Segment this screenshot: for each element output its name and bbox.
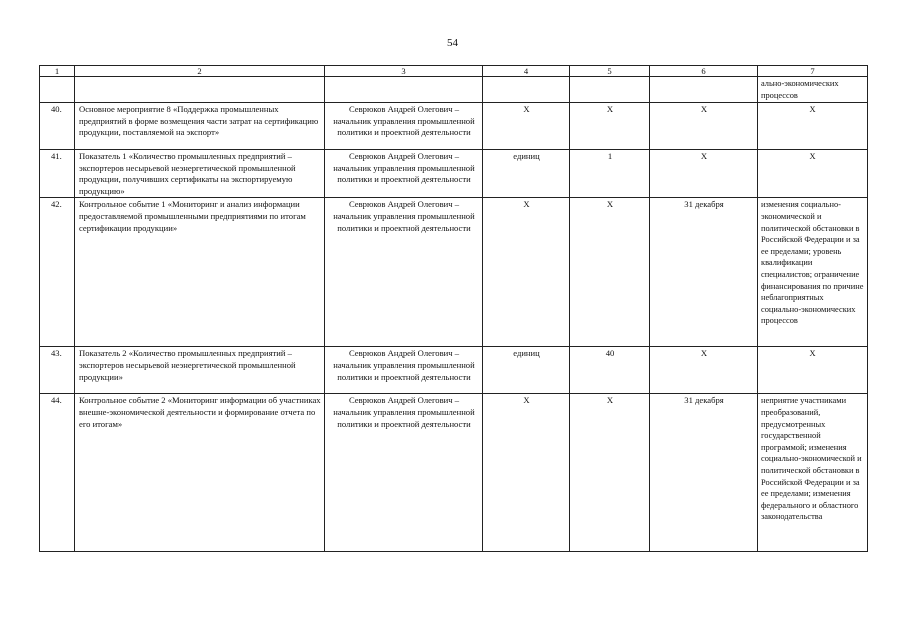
table-row xyxy=(40,103,868,150)
row-deadline: X xyxy=(650,347,758,394)
column-header: 6 xyxy=(650,66,758,77)
column-header: 3 xyxy=(325,66,483,77)
table-row xyxy=(40,198,868,347)
row-risks: X xyxy=(758,347,868,394)
continuation-risk-text: ально-экономических процессов xyxy=(758,77,868,103)
row-risks: X xyxy=(758,150,868,198)
row-value: 1 xyxy=(570,150,650,198)
row-responsible: Севрюков Андрей Олегович – начальник управления промышленной политики и проектной деятельности xyxy=(325,150,483,198)
row-description: Показатель 2 «Количество промышленных предприятий – экспортеров несырьевой неэнергетической промышленной продукции» xyxy=(75,347,325,394)
row-risks: неприятие участниками преобразований, предусмотренных государственной программой; изменения социально-экономической и политической обстановки в Российской Федерации и за ее пределами; изменения федерального и областного законодательства xyxy=(758,394,868,552)
row-description: Основное мероприятие 8 «Поддержка промышленных предприятий в форме возмещения части затрат на сертификацию продукции, поставляемой на экспорт» xyxy=(75,103,325,150)
row-deadline: 31 декабря xyxy=(650,394,758,552)
row-deadline: 31 декабря xyxy=(650,198,758,347)
continuation-row xyxy=(40,77,868,103)
column-header: 1 xyxy=(40,66,75,77)
row-number: 42. xyxy=(40,198,75,347)
row-value: X xyxy=(570,198,650,347)
row-responsible: Севрюков Андрей Олегович – начальник управления промышленной политики и проектной деятельности xyxy=(325,103,483,150)
row-deadline: X xyxy=(650,150,758,198)
program-table xyxy=(39,65,868,552)
row-value: X xyxy=(570,394,650,552)
column-header: 2 xyxy=(75,66,325,77)
row-number: 41. xyxy=(40,150,75,198)
row-number: 44. xyxy=(40,394,75,552)
page-number: 54 xyxy=(447,37,458,49)
row-unit: единиц xyxy=(483,150,570,198)
row-description: Контрольное событие 1 «Мониторинг и анализ информации предоставляемой промышленными предприятиями по итогам сертификации продукции» xyxy=(75,198,325,347)
row-description: Показатель 1 «Количество промышленных предприятий – экспортеров несырьевой неэнергетической промышленной продукции, получивших сертификаты на экспортируемую продукцию» xyxy=(75,150,325,198)
row-responsible: Севрюков Андрей Олегович – начальник управления промышленной политики и проектной деятельности xyxy=(325,394,483,552)
row-number: 40. xyxy=(40,103,75,150)
row-unit: X xyxy=(483,394,570,552)
table-row xyxy=(40,150,868,198)
row-value: X xyxy=(570,103,650,150)
table-row xyxy=(40,394,868,552)
column-header: 5 xyxy=(570,66,650,77)
row-risks: изменения социально-экономической и политической обстановки в Российской Федерации и за ее пределами; уровень квалификации специалистов; ограничение финансирования по причине неблагоприятных социально-экономических процессов xyxy=(758,198,868,347)
column-header-row xyxy=(40,66,868,77)
row-number: 43. xyxy=(40,347,75,394)
column-header: 4 xyxy=(483,66,570,77)
row-responsible: Севрюков Андрей Олегович – начальник управления промышленной политики и проектной деятельности xyxy=(325,347,483,394)
row-unit: X xyxy=(483,103,570,150)
row-unit: X xyxy=(483,198,570,347)
row-deadline: X xyxy=(650,103,758,150)
row-responsible: Севрюков Андрей Олегович – начальник управления промышленной политики и проектной деятельности xyxy=(325,198,483,347)
row-unit: единиц xyxy=(483,347,570,394)
row-value: 40 xyxy=(570,347,650,394)
column-header: 7 xyxy=(758,66,868,77)
row-risks: X xyxy=(758,103,868,150)
row-description: Контрольное событие 2 «Мониторинг информации об участниках внешне-экономической деятельности и формирование отчета по его итогам» xyxy=(75,394,325,552)
table-row xyxy=(40,347,868,394)
